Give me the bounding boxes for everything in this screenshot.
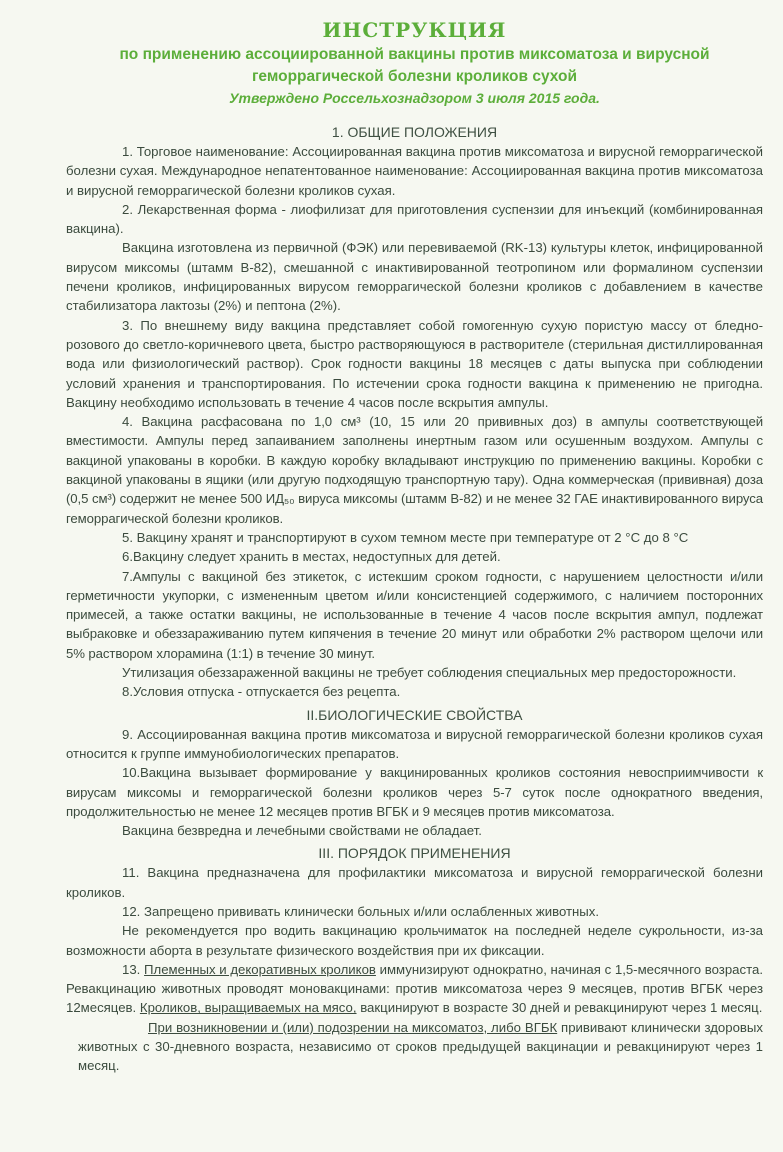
underlined-phrase: Кроликов, выращиваемых на мясо, <box>139 1000 357 1016</box>
paragraph-number: 13. <box>122 961 141 977</box>
paragraph: 5. Вакцину хранят и транспортируют в сухом темном месте при температуре от 2 °С до 8 °С <box>122 529 689 545</box>
document-subtitle-line1: по применению ассоциированной вакцины против миксоматоза и вирусной <box>119 46 710 63</box>
paragraph: 11. Вакцина предназначена для профилактики миксоматоза и вирусной геморрагической болезни кроликов. <box>66 865 763 900</box>
paragraph-text: прививают клинически здоровых животных с 30-дневного возраста, независимо от сроков предыдущей вакцинации и ревакцинируют через 1 месяц. <box>78 1019 763 1074</box>
paragraph: Не рекомендуется про водить вакцинацию крольчиматок на последней неделе сукрольности, из-за возможности аборта в результате физического воздействия при их фиксации. <box>66 923 763 958</box>
paragraph: 12. Запрещено прививать клинически больных и/или ослабленных животных. <box>122 903 600 919</box>
paragraph: 8.Условия отпуска - отпускается без рецепта. <box>122 684 401 700</box>
paragraph: Вакцина изготовлена из первичной (ФЭК) или перевиваемой (RK-13) культуры клеток, инфицированной вирусом миксомы (штамм В-82), смешанной с инактивированной теотропином или формалином суспензии печени кроликов, инфицированных вирусом геморрагической болезни кроликов с добавлением в качестве стабилизатора лактозы (2%) и пептона (2%). <box>66 240 763 314</box>
underlined-phrase: Племенных и декоративных кроликов <box>144 961 376 977</box>
paragraph: 10.Вакцина вызывает формирование у вакцинированных кроликов состояния невосприимчивости к вирусам миксомы и геморрагической болезни кроликов через 5-7 суток после однократного введения, продолжительностью не менее 12 месяцев против ВГБК и 9 месяцев против миксоматоза. <box>66 765 763 819</box>
paragraph: 6.Вакцину следует хранить в местах, недоступных для детей. <box>122 549 501 565</box>
paragraph: 9. Ассоциированная вакцина против миксоматоза и вирусной геморрагической болезни кроликов сухая относится к группе иммунобиологических препаратов. <box>66 726 763 761</box>
paragraph: 4. Вакцина расфасована по 1,0 см³ (10, 15 или 20 прививных доз) в ампулы соответствующей вместимости. Ампулы перед запаиванием заполнены инертным газом или осушенным воздухом. Ампулы с вакциной упакованы в коробки. В каждую коробку вкладывают инструкцию по применению вакцины. Коробки с вакциной упакованы в ящики (или другую подходящую транспортную тару). Одна коммерческая (прививная) доза (0,5 см³) содержит не менее 500 ИД₅₀ вируса миксомы (штамм В-82) и не менее 32 ГАЕ инактивированного вируса геморрагической болезни кроликов. <box>66 414 763 526</box>
paragraph: Утилизация обеззараженной вакцины не требует соблюдения специальных мер предосторожности. <box>122 665 737 681</box>
section-heading-biological: II.БИОЛОГИЧЕСКИЕ СВОЙСТВА <box>306 706 523 723</box>
paragraph: 1. Торговое наименование: Ассоциированная вакцина против миксоматоза и вирусной геморрагической болезни сухая. Международное непатентованное наименование: Ассоциированная вакцина против миксоматоза и вирусной геморрагической болезни кроликов сухая. <box>66 144 763 198</box>
paragraph-13 <box>66 960 763 1018</box>
underlined-phrase: При возникновении и (или) подозрении на миксоматоз, либо ВГБК <box>148 1019 558 1035</box>
paragraph: 3. По внешнему виду вакцина представляет собой гомогенную сухую пористую массу от бледно-розового до светло-коричневого цвета, быстро растворяющуюся в растворителе (стерильная дистиллированная вода или физиологический раствор). Срок годности вакцины 18 месяцев с даты выпуска при соблюдении условий хранения и транспортирования. По истечении срока годности вакцина к применению не пригодна. Вакцину необходимо использовать в течение 4 часов после вскрытия ампулы. <box>66 317 763 410</box>
document-title: ИНСТРУКЦИЯ <box>322 18 507 42</box>
section-heading-usage: III. ПОРЯДОК ПРИМЕНЕНИЯ <box>318 845 511 862</box>
paragraph-outbreak <box>66 1018 763 1076</box>
document-subtitle-line2: геморрагической болезни кроликов сухой <box>251 68 578 85</box>
paragraph: 7.Ампулы с вакциной без этикеток, с истекшим сроком годности, с нарушением целостности и/или герметичности укупорки, с измененным цветом и/или консистенцией содержимого, с наличием посторонних примесей, а также остатки вакцины, не использованные в течение 4 часов после вскрытия ампул, подлежат выбраковке и обеззараживанию путем кипячения в течение 20 минут или обработки 2% раствором щелочи или 5% раствором хлорамина (1:1) в течение 30 минут. <box>66 568 763 661</box>
paragraph-text: вакцинируют в возрасте 30 дней и ревакцинируют через 1 месяц. <box>356 1000 763 1016</box>
paragraph: Вакцина безвредна и лечебными свойствами не обладает. <box>122 823 482 839</box>
approval-note: Утверждено Россельхознадзором 3 июля 2015 года. <box>229 90 600 106</box>
paragraph-text: иммунизируют однократно, начиная с 1,5-месячного возраста. Ревакцинацию животных проводят моновакцинами: против миксоматоза через 9 месяцев, против ВГБК через 12месяцев. <box>66 961 763 1016</box>
section-heading-general: 1. ОБЩИЕ ПОЛОЖЕНИЯ <box>331 124 498 140</box>
paragraph: 2. Лекарственная форма - лиофилизат для приготовления суспензии для инъекций (комбинированная вакцина). <box>66 201 763 237</box>
